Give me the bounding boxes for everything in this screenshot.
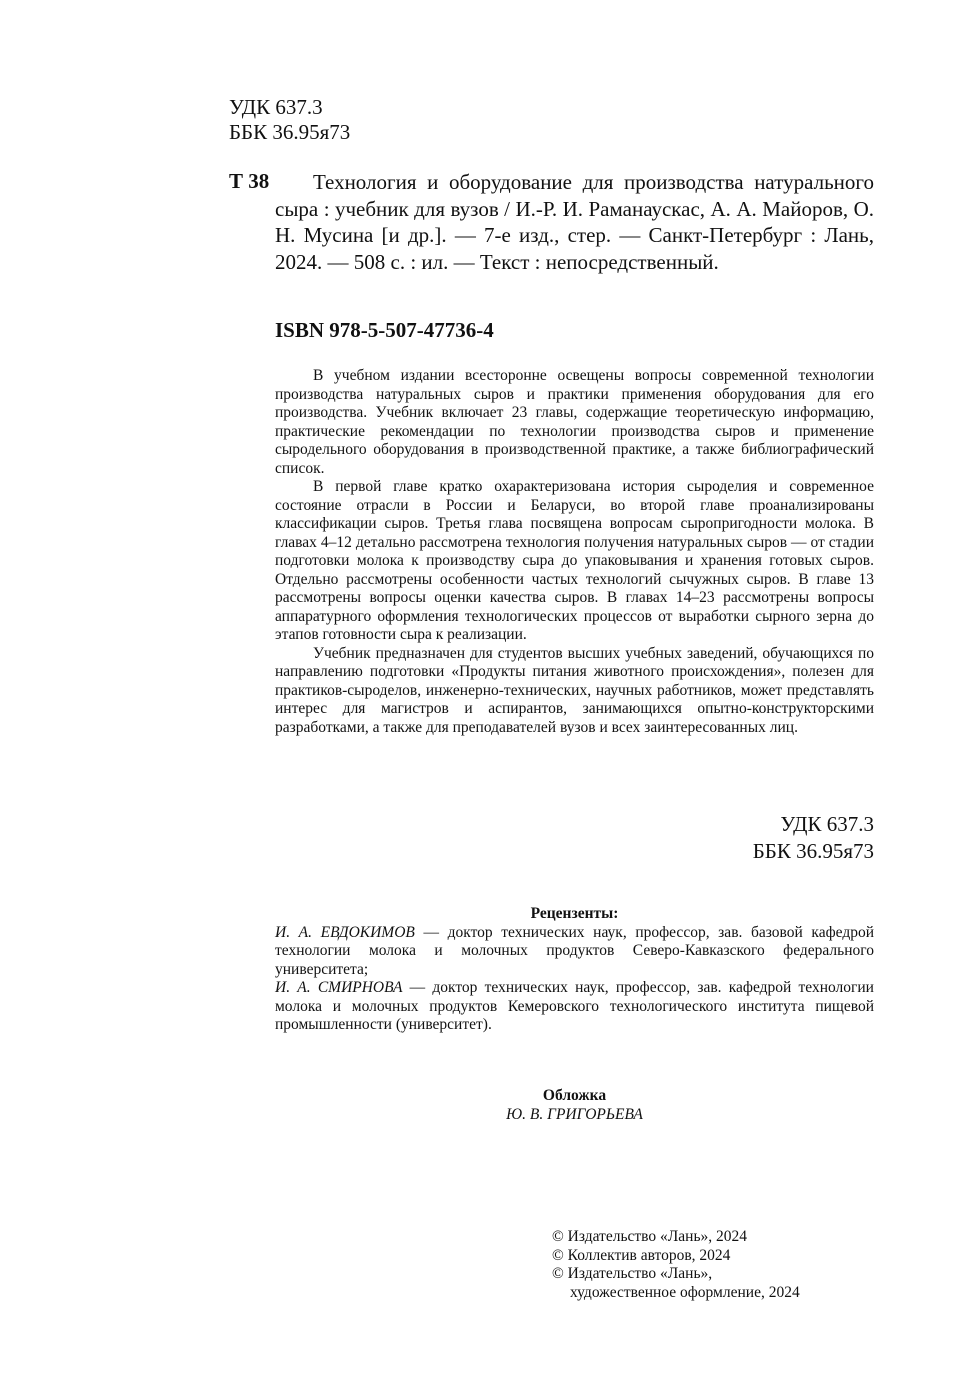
isbn: ISBN 978-5-507-47736-4	[275, 318, 494, 342]
cover-heading: Обложка	[542, 1087, 607, 1104]
copyright-line: © Издательство «Лань», 2024	[552, 1228, 748, 1245]
udk-code: УДК 637.3	[229, 95, 323, 119]
reviewer-name: И. А. СМИРНОВА	[275, 979, 403, 996]
bbk-code: ББК 36.95я73	[752, 838, 874, 863]
reviewers-block	[275, 905, 874, 1035]
reviewer-entry	[275, 979, 874, 1035]
udk-code: УДК 637.3	[780, 812, 874, 836]
bibliographic-record: Технология и оборудование для производства натурального сыра : учебник для вузов / И.-Р. И. Раманаускас, А. А. Майоров, О. Н. Мусина [и др.]. — 7-е изд., стер. — Санкт-Петербург : Лань, 2024. — 508 с. : ил. — Текст : непосредственный.	[275, 170, 874, 274]
copyright-block	[552, 1228, 800, 1302]
annotation	[275, 367, 874, 737]
cover-credit	[275, 1087, 874, 1124]
reviewers-heading: Рецензенты:	[530, 905, 619, 922]
annotation-paragraph: Учебник предназначен для студентов высших учебных заведений, обучающихся по направлению подготовки «Продукты питания животного происхождения», полезен для практиков-сыроделов, инженерно-технических, научных работников, может представлять интерес для магистров и аспирантов, занимающихся опытно-конструкторскими разработками, а также для преподавателей вузов и всех заинтересованных лиц.	[275, 644, 874, 736]
copyright-line: художественное оформление, 2024	[570, 1283, 800, 1301]
bbk-code: ББК 36.95я73	[229, 120, 351, 144]
cover-designer: Ю. В. ГРИГОРЬЕВА	[506, 1105, 643, 1123]
classification-top	[229, 95, 350, 145]
copyright-line: © Издательство «Лань»,	[552, 1265, 713, 1282]
reviewer-description: — доктор технических наук, профессор, зав. базовой кафедрой технологии молока и молочных продуктов Северо-Кавказского федерального университета;	[275, 923, 874, 978]
author-mark: Т 38	[229, 169, 270, 193]
classification-bottom	[753, 811, 874, 864]
annotation-paragraph: В учебном издании всесторонне освещены вопросы современной технологии производства натуральных сыров и практики применения оборудования для его производства. Учебник включает 23 главы, содержащие теоретическую информацию, практические рекомендации по технологии производства сыров и применение сыродельного оборудования в производственной практике, а также библиографический список.	[275, 367, 874, 477]
reviewer-description: — доктор технических наук, профессор, зав. кафедрой технологии молока и молочных продуктов Кемеровского технологического института пищевой промышленности (университет).	[275, 979, 874, 1033]
copyright-line: © Коллектив авторов, 2024	[552, 1246, 731, 1264]
reviewer-entry	[275, 924, 874, 980]
reviewer-name: И. А. ЕВДОКИМОВ	[275, 923, 415, 941]
annotation-paragraph: В первой главе кратко охарактеризована история сыроделия и современное состояние отрасли в России и Беларуси, во второй главе проанализированы классификации сыров. Третья глава посвящена вопросам сыропригодности молока. В главах 4–12 детально рассмотрена технология получения натуральных сыров — от стадии подготовки молока к производству сыра до упаковывания и хранения готовых сыров. Отдельно рассмотрены особенности частых технологий сычужных сыров. В главе 13 рассмотрены вопросы оценки качества сыров. В главах 14–23 рассмотрены вопросы аппаратурного оформления технологических процессов от выработки сырного зерна до этапов готовности сыра к реализации.	[275, 478, 874, 643]
